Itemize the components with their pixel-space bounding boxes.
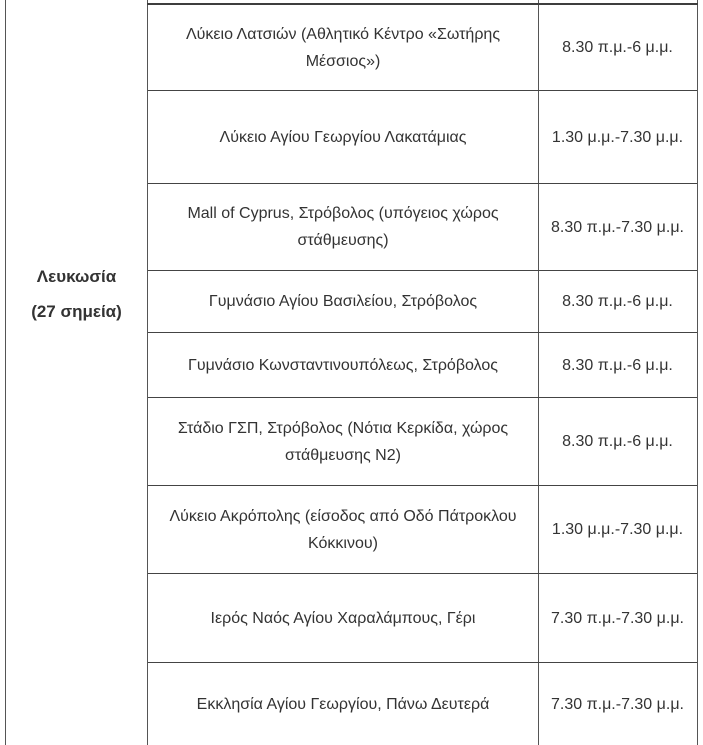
region-name: Λευκωσία [36, 267, 117, 286]
location-cell: Mall of Cyprus, Στρόβολος (υπόγειος χώρος στάθμευσης) [187, 205, 499, 249]
location-cell: Ιερός Ναός Αγίου Χαραλάμπους, Γέρι [210, 609, 476, 627]
location-cell: Λύκειο Λατσιών (Αθλητικό Κέντρο «Σωτήρης Μέσσιος») [185, 25, 501, 70]
region-cell [6, 259, 147, 329]
hours-cell: 8.30 π.μ.-6 μ.μ. [562, 433, 673, 450]
location-cell: Εκκλησία Αγίου Γεωργίου, Πάνω Δευτερά [196, 695, 490, 713]
table-row [148, 271, 697, 333]
hours-cell: 8.30 π.μ.-7.30 μ.μ. [551, 218, 684, 236]
location-cell: Λύκειο Ακρόπολης (είσοδος από Οδό Πάτροκλου Κόκκινου) [169, 507, 517, 552]
hours-cell: 8.30 π.μ.-6 μ.μ. [562, 293, 673, 310]
table-row [148, 184, 697, 271]
hours-cell: 8.30 π.μ.-6 μ.μ. [562, 39, 673, 56]
table-row [148, 663, 697, 745]
table-row [148, 91, 697, 184]
hours-cell: 7.30 π.μ.-7.30 μ.μ. [551, 609, 684, 627]
location-cell: Λύκειο Αγίου Γεωργίου Λακατάμιας [219, 128, 467, 146]
table-row [148, 486, 697, 574]
hours-cell: 1.30 μ.μ.-7.30 μ.μ. [551, 521, 684, 538]
table-row [148, 574, 697, 663]
table-rows [148, 5, 697, 745]
table-row [148, 5, 697, 91]
location-cell: Γυμνάσιο Κωνσταντινουπόλεως, Στρόβολος [188, 356, 498, 374]
hours-cell: 7.30 π.μ.-7.30 μ.μ. [551, 695, 684, 713]
table-left-border [5, 0, 6, 745]
hours-cell: 1.30 μ.μ.-7.30 μ.μ. [551, 128, 684, 146]
table-right-border [697, 0, 698, 745]
hours-cell: 8.30 π.μ.-6 μ.μ. [562, 356, 673, 374]
region-points: (27 σημεία) [31, 302, 122, 321]
table-row [148, 398, 697, 486]
location-cell: Γυμνάσιο Αγίου Βασιλείου, Στρόβολος [208, 293, 478, 310]
location-cell: Στάδιο ΓΣΠ, Στρόβολος (Νότια Κερκίδα, χώρος στάθμευσης Ν2) [177, 419, 509, 464]
table-row [148, 333, 697, 398]
